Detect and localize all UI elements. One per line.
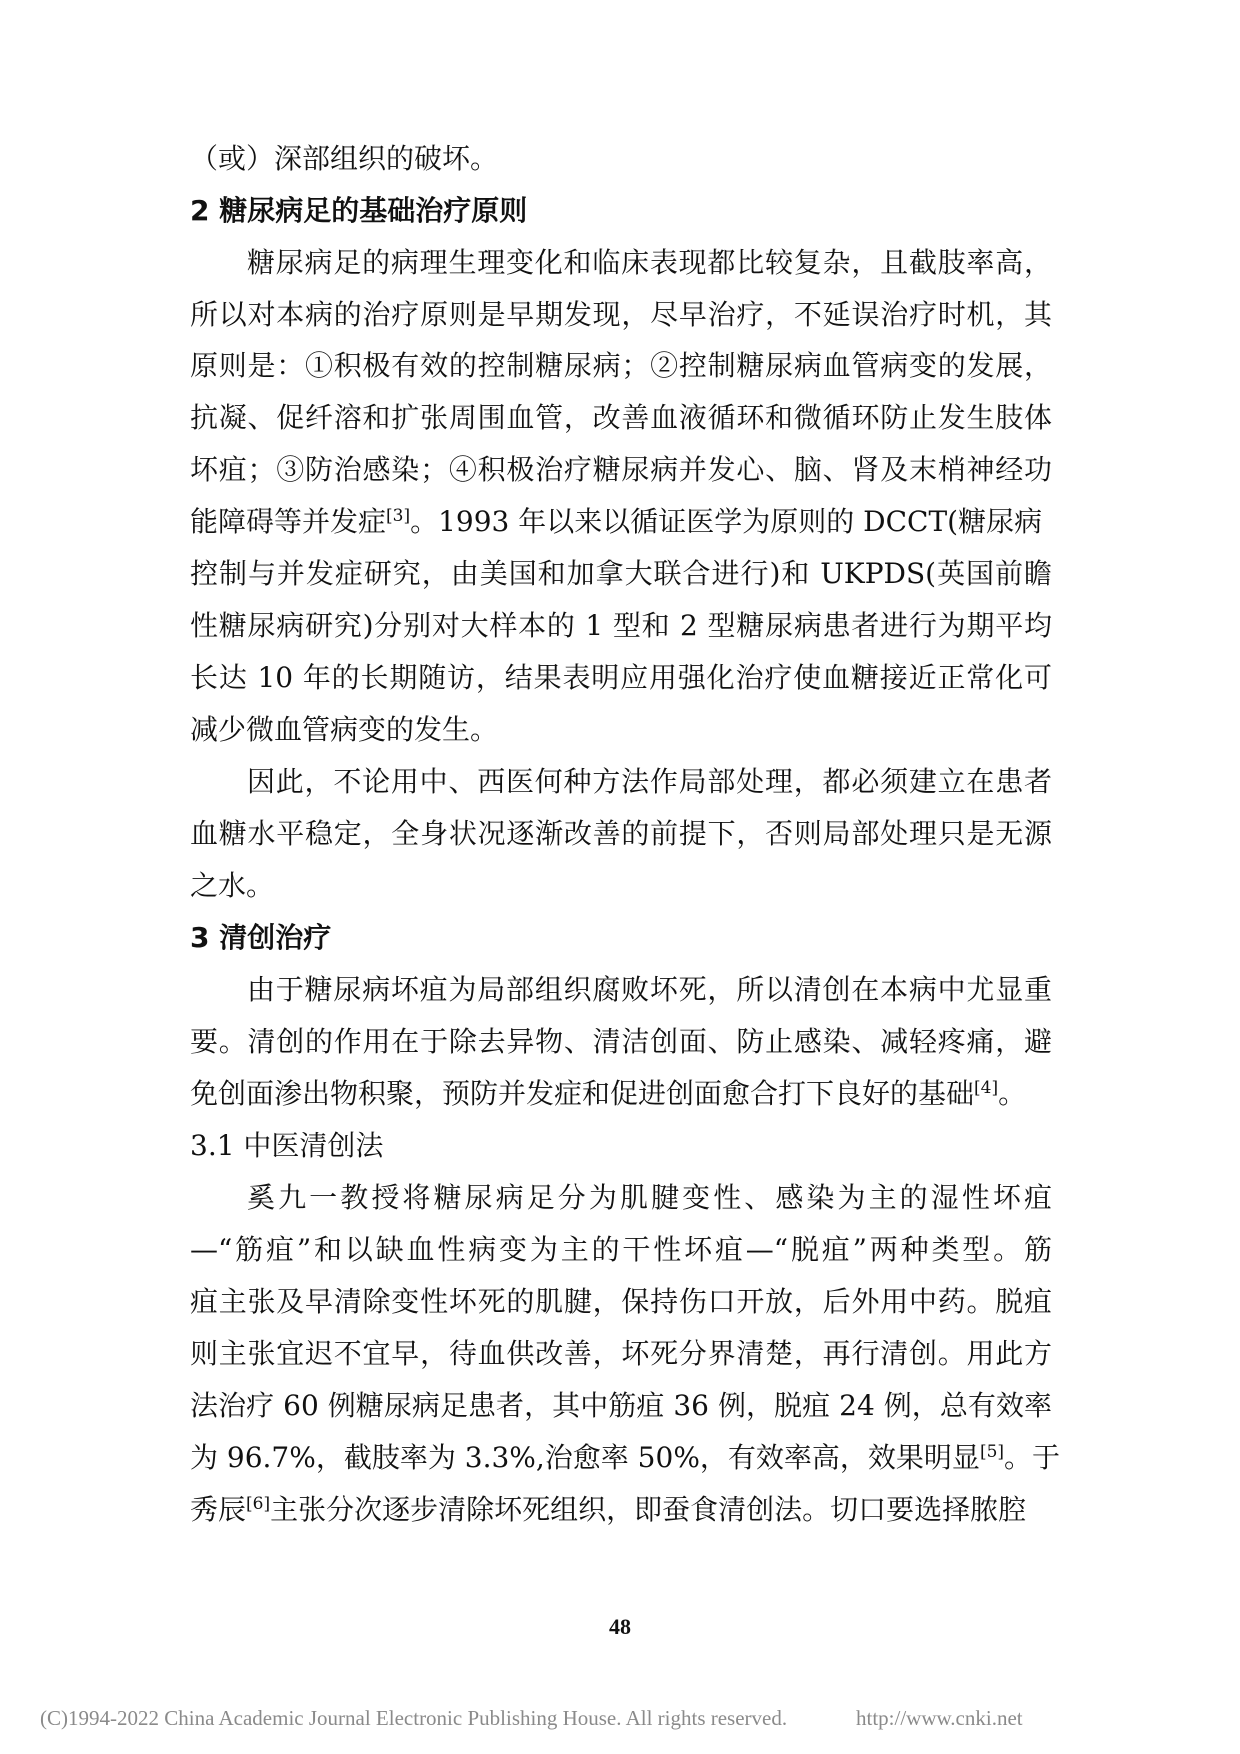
text-line: 长达 10 年的长期随访，结果表明应用强化治疗使血糖接近正常化可 [190,661,1052,694]
text-line: 糖尿病足的病理生理变化和临床表现都比较复杂，且截肢率高， [247,246,1052,279]
text-line: 血糖水平稳定，全身状况逐渐改善的前提下，否则局部处理只是无源 [190,817,1052,850]
text-line: 所以对本病的治疗原则是早期发现，尽早治疗，不延误治疗时机，其 [190,298,1052,331]
text-line: 疽主张及早清除变性坏死的肌腱，保持伤口开放，后外用中药。脱疽 [190,1285,1052,1318]
citation-ref[interactable]: [6] [246,1494,271,1514]
text-line [190,504,1042,540]
section-heading: 3 清创治疗 [190,921,332,954]
text-line: （或）深部组织的破坏。 [190,142,499,175]
text-run: 主张分次逐步清除坏死组织，即蚕食清创法。切口要选择脓腔 [270,1493,1027,1526]
text-run: 。 [998,1077,1027,1110]
text-line [190,1440,1060,1476]
citation-ref[interactable]: [4] [974,1078,999,1098]
text-line: 抗凝、促纤溶和扩张周围血管，改善血液循环和微循环防止发生肢体 [190,401,1052,434]
text-line: 坏疽；③防治感染；④积极治疗糖尿病并发心、脑、肾及末梢神经功 [190,453,1052,486]
citation-ref[interactable]: [3] [386,506,411,526]
text-run: 免创面渗出物积聚，预防并发症和促进创面愈合打下良好的基础 [190,1077,975,1110]
page-number: 48 [609,1614,631,1639]
text-run: 为 96.7%，截肢率为 3.3%,治愈率 50%，有效率高，效果明显 [190,1441,980,1474]
text-line: 性糖尿病研究)分别对大样本的 1 型和 2 型糖尿病患者进行为期平均 [190,609,1052,642]
text-line: 控制与并发症研究，由美国和加拿大联合进行)和 UKPDS(英国前瞻 [190,557,1052,590]
text-run: 秀辰 [190,1493,247,1526]
section-heading: 2 糖尿病足的基础治疗原则 [190,194,528,227]
text-run: 能障碍等并发症 [190,505,387,538]
text-line: 由于糖尿病坏疽为局部组织腐败坏死，所以清创在本病中尤显重 [247,973,1052,1006]
text-line: —“筋疽”和以缺血性病变为主的干性坏疽—“脱疽”两种类型。筋 [190,1233,1052,1266]
text-line: 则主张宜迟不宜早，待血供改善，坏死分界清楚，再行清创。用此方 [190,1337,1052,1370]
text-run: 。1993 年以来以循证医学为原则的 DCCT(糖尿病 [410,505,1043,538]
text-line: 减少微血管病变的发生。 [190,713,499,746]
footer-url-link[interactable]: http://www.cnki.net [856,1706,1023,1730]
text-line [190,1076,1026,1112]
footer-copyright: (C)1994-2022 China Academic Journal Electronic Publishing House. All rights reserved. [40,1706,788,1730]
text-line: 因此，不论用中、西医何种方法作局部处理，都必须建立在患者 [247,765,1052,798]
text-line: 要。清创的作用在于除去异物、清洁创面、防止感染、减轻疼痛，避 [190,1025,1052,1058]
text-line: 原则是：①积极有效的控制糖尿病；②控制糖尿病血管病变的发展， [190,349,1052,382]
text-line: 奚九一教授将糖尿病足分为肌腱变性、感染为主的湿性坏疽 [247,1181,1052,1214]
text-line [190,1492,1026,1528]
text-run: 。于 [1004,1441,1061,1474]
text-line: 之水。 [190,869,275,902]
citation-ref[interactable]: [5] [979,1442,1005,1462]
subsection-heading: 3.1 中医清创法 [190,1129,384,1162]
text-line: 法治疗 60 例糖尿病足患者，其中筋疽 36 例，脱疽 24 例，总有效率 [190,1389,1052,1422]
